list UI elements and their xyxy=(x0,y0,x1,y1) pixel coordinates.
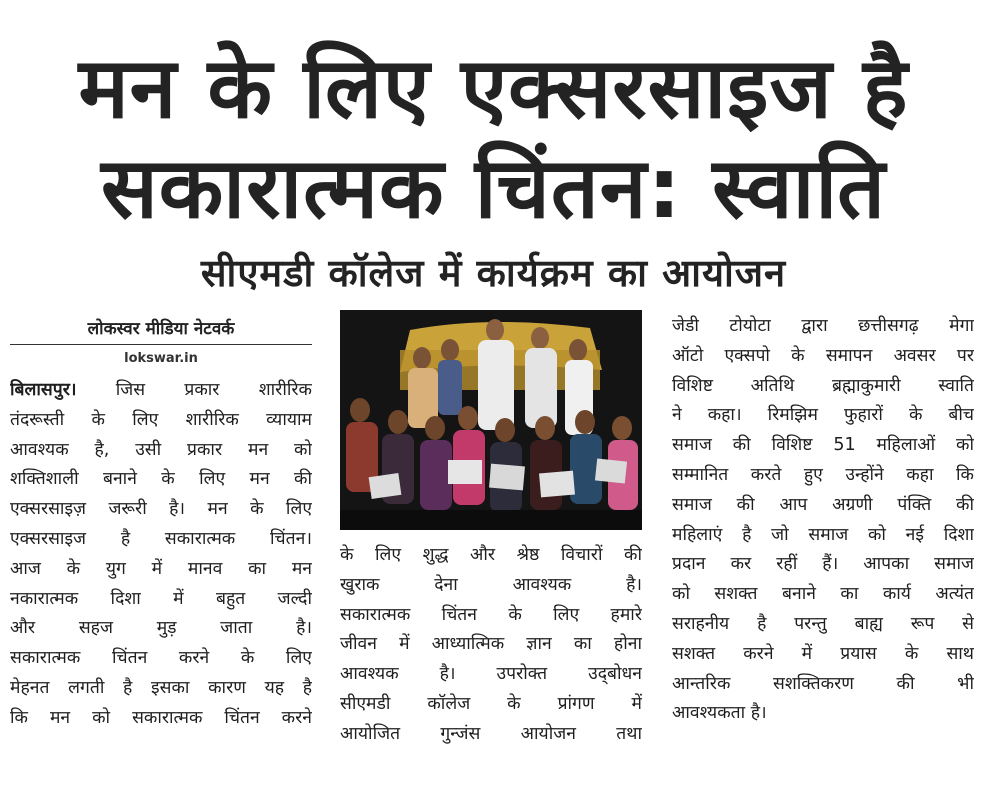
column-line: सीएमडी कॉलेज के प्रांगण में xyxy=(340,693,642,714)
column-line: एक्सरसाइज़ जरूरी है। मन के लिए xyxy=(10,499,312,520)
dateline: बिलासपुर। xyxy=(10,380,77,400)
headline-line-2: सकारात्मक चिंतन: स्वाति xyxy=(101,139,886,237)
column-line: आन्तरिक सशक्तिकरण की भी xyxy=(672,673,974,694)
website: lokswar.in xyxy=(124,351,198,366)
column-line: शक्तिशाली बनाने के लिए मन की xyxy=(10,469,312,490)
group-photo-image xyxy=(340,310,642,530)
column-line: ने कहा। रिमझिम फुहारों के बीच xyxy=(672,405,974,426)
column-line: ऑटो एक्सपो के समापन अवसर पर xyxy=(672,345,974,366)
column-line: जेडी टोयोटा द्वारा छत्तीसगढ़ मेगा xyxy=(672,316,974,336)
byline: लोकस्वर मीडिया नेटवर्क xyxy=(87,319,235,339)
column-line: तंदरूस्ती के लिए शारीरिक व्यायाम xyxy=(10,409,312,430)
column-line: विशिष्ट अतिथि ब्रह्माकुमारी स्वाति xyxy=(672,375,974,396)
byline-rule xyxy=(10,344,312,345)
column-line: सशक्त करने में प्रयास के साथ xyxy=(672,643,974,664)
headline-line-1: मन के लिए एक्सरसाइज है xyxy=(78,39,909,137)
column-line: आयोजित गुन्जंस आयोजन तथा xyxy=(340,723,642,744)
column-line: एक्सरसाइज है सकारात्मक चिंतन। xyxy=(10,528,312,549)
column-line: को सशक्त बनाने का कार्य अत्यंत xyxy=(672,584,974,605)
column-line: सकारात्मक चिंतन के लिए हमारे xyxy=(340,604,642,625)
column-line: और सहज मुड़ जाता है। xyxy=(10,618,312,639)
column-line: समाज की आप अग्रणी पंक्ति की xyxy=(672,494,974,515)
subheadline: सीएमडी कॉलेज में कार्यक्रम का आयोजन xyxy=(200,251,787,295)
column-line: समाज की विशिष्ट 51 महिलाओं को xyxy=(672,435,974,456)
column-line: जीवन में आध्यात्मिक ज्ञान का होना xyxy=(340,634,642,655)
column-line: सम्मानित करते हुए उन्होंने कहा कि xyxy=(672,464,974,485)
news-photo xyxy=(340,310,642,530)
article-column-3 xyxy=(672,312,974,729)
column-line: प्रदान कर रहीं हैं। आपका समाज xyxy=(672,554,974,575)
column-line: महिलाएं है जो समाज को नई दिशा xyxy=(672,524,974,545)
column-line: के लिए शुद्ध और श्रेष्ठ विचारों की xyxy=(340,545,642,565)
column-line: आवश्यक है, उसी प्रकार मन को xyxy=(10,439,312,460)
column-line: आवश्यक है। उपरोक्त उद्‍बोधन xyxy=(340,664,642,685)
article-column-2 xyxy=(340,541,642,750)
article-column-1 xyxy=(10,376,312,734)
column-line: बिलासपुर। जिस प्रकार शारीरिक xyxy=(10,380,312,400)
column-line: आवश्यकता है। xyxy=(672,703,767,724)
column-line: सकारात्मक चिंतन करने के लिए xyxy=(10,648,312,669)
column-line: मेहनत लगती है इसका कारण यह है xyxy=(10,677,312,698)
column-line: कि मन को सकारात्मक चिंतन करने xyxy=(10,707,312,728)
column-line: सराहनीय है परन्तु बाह्य रूप से xyxy=(672,613,974,634)
column-line: नकारात्मक दिशा में बहुत जल्दी xyxy=(10,588,312,609)
column-line: आज के युग में मानव का मन xyxy=(10,558,312,579)
column-line: खुराक देना आवश्यक है। xyxy=(340,574,642,595)
